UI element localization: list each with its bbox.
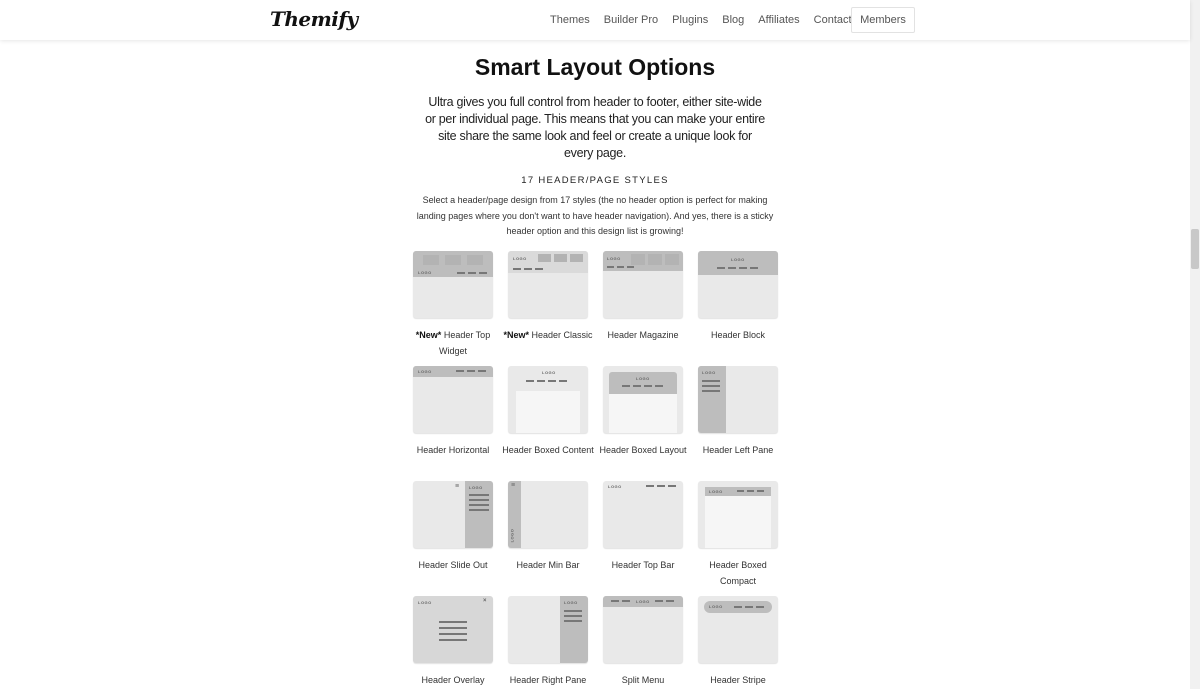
- style-item-header-magazine[interactable]: [603, 251, 683, 343]
- thumbnail-header-slide-out[interactable]: ≡ LOGO: [413, 481, 493, 548]
- new-badge: *New*: [415, 330, 442, 340]
- thumbnail-header-stripe[interactable]: LOGO: [698, 596, 778, 663]
- thumbnail-header-right-pane[interactable]: LOGO: [508, 596, 588, 663]
- thumbnail-header-boxed-layout[interactable]: LOGO: [603, 366, 683, 433]
- thumbnail-header-top-widget[interactable]: LOGO: [413, 251, 493, 318]
- style-label: Header Boxed Content: [502, 445, 594, 455]
- thumbnail-header-magazine[interactable]: LOGO: [603, 251, 683, 318]
- styles-heading: 17 HEADER/PAGE STYLES: [521, 175, 669, 186]
- nav-link-affiliates[interactable]: Affiliates: [758, 14, 800, 26]
- thumbnail-header-horizontal[interactable]: LOGO: [413, 366, 493, 433]
- thumbnail-header-classic[interactable]: LOGO: [508, 251, 588, 318]
- style-label: Header Slide Out: [418, 560, 488, 570]
- style-label: Header Block: [710, 330, 766, 340]
- new-badge: *New*: [503, 330, 529, 340]
- style-label: Header Min Bar: [516, 560, 580, 570]
- style-label: Header Top Bar: [611, 560, 675, 570]
- thumbnail-header-left-pane[interactable]: LOGO: [698, 366, 778, 433]
- style-item-header-top-widget[interactable]: [413, 251, 493, 359]
- top-navigation: [0, 0, 1190, 40]
- style-item-header-boxed-compact[interactable]: [698, 481, 778, 589]
- style-label: Header Boxed Compact: [709, 560, 767, 586]
- style-label: Header Right Pane: [509, 675, 587, 685]
- style-item-header-classic[interactable]: [503, 251, 593, 343]
- members-button[interactable]: Members: [851, 7, 915, 33]
- thumbnail-header-boxed-content[interactable]: LOGO: [508, 366, 588, 433]
- section-lead: Ultra gives you full control from header to footer, either site-wide or per individual page. This means that you can make your entire site share the same look and feel or create a unique look for every page.: [425, 95, 765, 160]
- thumbnail-header-overlay[interactable]: LOGO ×: [413, 596, 493, 663]
- style-item-header-min-bar[interactable]: [508, 481, 588, 573]
- style-label: Split Menu: [621, 675, 665, 685]
- style-item-header-horizontal[interactable]: [413, 366, 493, 458]
- thumbnail-split-menu[interactable]: LOGO: [603, 596, 683, 663]
- style-label: Header Horizontal: [416, 445, 490, 455]
- nav-link-blog[interactable]: Blog: [722, 14, 745, 26]
- scrollbar-thumb[interactable]: [1191, 229, 1199, 269]
- style-item-header-block[interactable]: [698, 251, 778, 343]
- style-label: Header Boxed Layout: [599, 445, 687, 455]
- style-item-header-right-pane[interactable]: [508, 596, 588, 688]
- nav-link-contact[interactable]: Contact: [813, 14, 852, 26]
- style-item-header-left-pane[interactable]: [698, 366, 778, 458]
- style-label: Header Left Pane: [702, 445, 774, 455]
- style-item-split-menu[interactable]: [603, 596, 683, 688]
- style-label: Header Overlay: [421, 675, 485, 685]
- style-item-header-overlay[interactable]: [413, 596, 493, 688]
- thumbnail-header-min-bar[interactable]: ≡ LOGO: [508, 481, 588, 548]
- style-label: Header Classic: [531, 330, 593, 340]
- main-menu: [550, 0, 866, 40]
- style-item-header-boxed-layout[interactable]: [599, 366, 687, 458]
- page-scrollbar[interactable]: [1190, 0, 1200, 689]
- style-label: Header Top Widget: [438, 330, 491, 356]
- style-item-header-stripe[interactable]: [698, 596, 778, 688]
- style-item-header-top-bar[interactable]: [603, 481, 683, 573]
- thumbnail-header-block[interactable]: LOGO: [698, 251, 778, 318]
- themify-logo[interactable]: Themify: [270, 7, 358, 31]
- thumbnail-header-top-bar[interactable]: LOGO: [603, 481, 683, 548]
- style-label: Header Stripe: [710, 675, 766, 685]
- style-item-header-boxed-content[interactable]: [502, 366, 594, 458]
- nav-link-themes[interactable]: Themes: [550, 14, 590, 26]
- style-label: Header Magazine: [607, 330, 679, 340]
- styles-description: Select a header/page design from 17 styles (the no header option is perfect for making landing pages where you don't want to have header navigation). And yes, there is a sticky header option and this design list is growing!: [416, 195, 774, 236]
- style-item-header-slide-out[interactable]: [413, 481, 493, 573]
- nav-link-builder-pro[interactable]: Builder Pro: [603, 14, 659, 26]
- nav-link-plugins[interactable]: Plugins: [672, 14, 709, 26]
- section-title: Smart Layout Options: [474, 54, 716, 80]
- thumbnail-header-boxed-compact[interactable]: LOGO: [698, 481, 778, 548]
